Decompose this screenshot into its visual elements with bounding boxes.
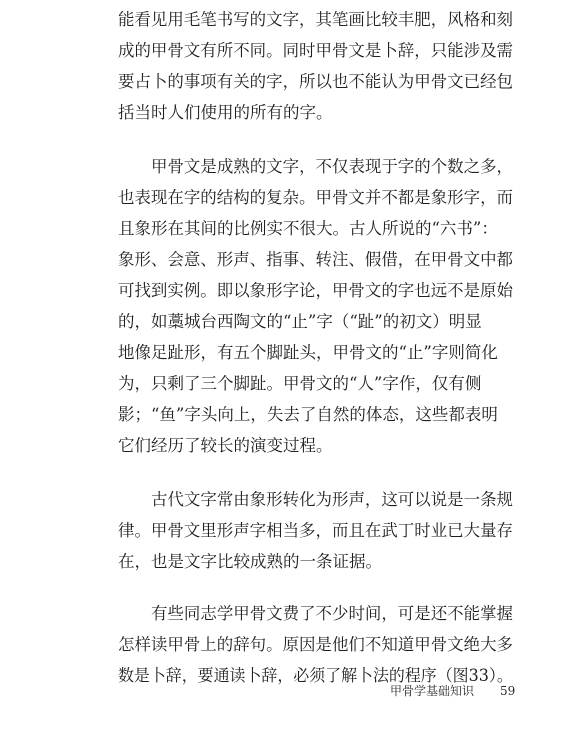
paragraph-line: 可找到实例。即以象形字论，甲骨文的字也远不是原始 [118,281,514,300]
paragraph-line: 律。甲骨文里形声字相当多，而且在武丁时业已大量存 [118,521,514,540]
paragraph-line: 为，只剩了三个脚趾。甲骨文的“人”字作，仅有侧 [118,374,482,393]
paragraph-line: 有些同志学甲骨文费了不少时间，可是还不能掌握 [151,604,513,623]
paragraph-line: 它们经历了较长的演变过程。 [118,436,333,455]
paragraph-line: 甲骨文是成熟的文字，不仅表现于字的个数之多， [151,157,513,176]
page-number: 59 [500,684,516,698]
paragraph-line: 要占卜的事项有关的字，所以也不能认为甲骨文已经包 [118,72,514,91]
paragraph-line: 象形、会意、形声、指事、转注、假借，在甲骨文中都 [118,250,514,269]
paragraph-line: 怎样读甲骨上的辞句。原因是他们不知道甲骨文绝大多 [118,635,514,654]
paragraph-line: 括当时人们使用的所有的字。 [118,103,333,122]
paragraph-line: 能看见用毛笔书写的文字，其笔画比较丰肥，风格和刻 [118,10,514,29]
paragraph-line: 地像足趾形，有五个脚趾头，甲骨文的“止”字则简化 [118,343,498,362]
paragraph-line: 影；“鱼”字头向上，失去了自然的体态，这些都表明 [118,405,498,424]
paragraph-line: 也表现在字的结构的复杂。甲骨文并不都是象形字，而 [118,188,514,207]
paragraph-line: 在，也是文字比较成熟的一条证据。 [118,552,382,571]
paragraph-line: 且象形在其间的比例实不很大。古人所说的“六书”： [118,219,498,238]
running-title: 甲骨学基础知识 [390,684,475,698]
page-footer [390,682,515,699]
paragraph-line: 数是卜辞，要通读卜辞，必须了解卜法的程序（图33）。 [118,666,513,685]
paragraph-line: 成的甲骨文有所不同。同时甲骨文是卜辞，只能涉及需 [118,41,514,60]
paragraph-line: 的，如藁城台西陶文的“止”字（“趾”的初文）明显 [118,312,482,331]
paragraph-line: 古代文字常由象形转化为形声，这可以说是一条规 [151,490,513,509]
